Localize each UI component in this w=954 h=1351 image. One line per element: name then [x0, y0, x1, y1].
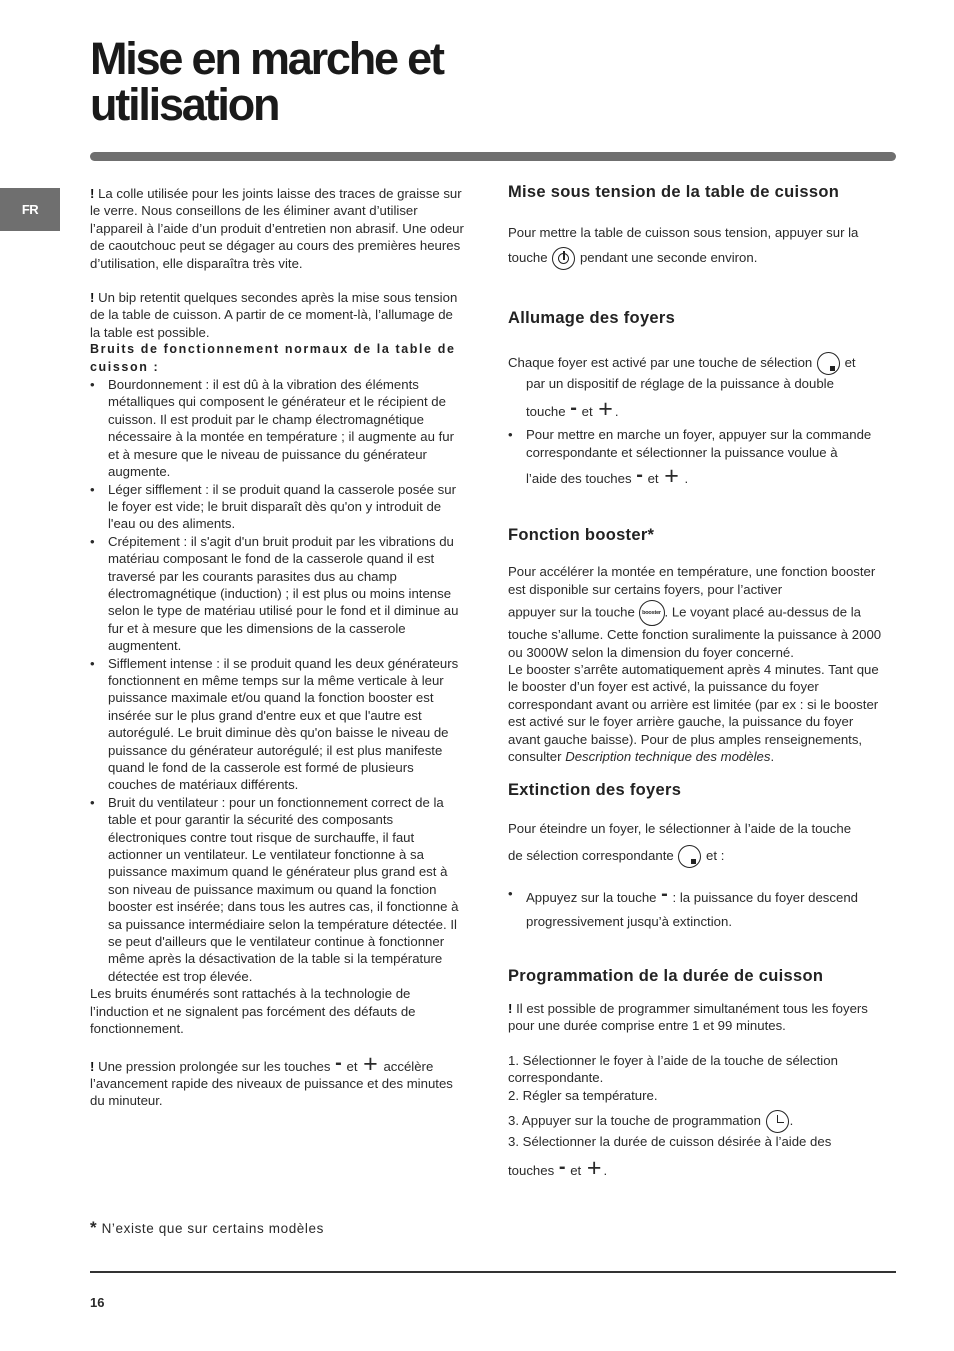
- warning-mark: !: [508, 1000, 513, 1016]
- minus-icon: -: [661, 882, 668, 905]
- plus-icon: +: [664, 462, 679, 491]
- warning-mark: !: [90, 290, 95, 306]
- plus-icon: +: [598, 394, 613, 423]
- heading-power-on: Mise sous tension de la table de cuisson: [508, 183, 840, 201]
- list-item: • Appuyez sur la touche - : la puissance du foyer descend progressivement jusqu’à extinction.: [508, 882, 883, 934]
- ignition-list: [508, 426, 883, 491]
- technical-description-reference: Description technique des modèles: [565, 749, 771, 765]
- page-number: 16: [90, 1295, 105, 1310]
- warning-mark: !: [90, 186, 95, 201]
- title-line-1: Mise en marche et: [90, 33, 443, 84]
- title-line-2: utilisation: [90, 79, 279, 130]
- footnote: [90, 1218, 324, 1238]
- ignition-text-2: par un dispositif de réglage de la puissance à double: [526, 376, 834, 392]
- booster-text-1: Pour accélérer la montée en température, une fonction booster est disponible sur certains foyers, pour l’activer: [508, 564, 876, 597]
- footnote-text: N’existe que sur certains modèles: [101, 1221, 324, 1236]
- page-title: [90, 33, 690, 130]
- power-on-text-2: touche pendant une seconde environ.: [508, 247, 883, 270]
- ignition-text-3: touche - et + .: [526, 394, 619, 423]
- ignition-text-1: Chaque foyer est activé par une touche de sélection et: [508, 352, 883, 375]
- booster-text-4: Le booster s’arrête automatiquement après 4 minutes. Tant que le booster d’un foyer est activé, la puissance du foyer correspondant avant ou arrière est limitée (par ex : si le booster est activé sur le foyer arrière gauche, la puissance du foyer avant gauche baisse). Pour de plus amples renseignements, consulter Description technique des modèles.: [508, 662, 879, 765]
- programming-step-1: 1. Sélectionner le foyer à l’aide de la touche de sélection correspondante.: [508, 1052, 838, 1086]
- power-icon: [552, 247, 575, 270]
- noise-heading: Bruits de fonctionnement normaux de la table de cuisson :: [90, 342, 456, 374]
- note-beep-text: Un bip retentit quelques secondes après la mise sous tension de la table de cuisson. A partir de ce moment-là, l’allumage de la table est possible.: [90, 290, 458, 340]
- programming-note: ! Il est possible de programmer simultanément tous les foyers pour une durée comprise entre 1 et 99 minutes.: [508, 1000, 868, 1034]
- list-item: • Bourdonnement : il est dû à la vibration des éléments métalliques qui composent le générateur et le récipient de cuisson. Il est produit par le champ électromagnétique nécessaire à la montée en température ; il augmente au fur et à mesure que le niveau de puissance du générateur augmente.: [90, 376, 465, 480]
- left-column: [90, 185, 465, 1110]
- list-item: • Bruit du ventilateur : pour un fonctionnement correct de la table et pour garantir la sécurité des composants électroniques contre tout risque de surchauffe, il faut actionner un ventilateur. Le ventilateur fonctionne à sa puissance maximum quand le générateur plus grand est à son niveau de puissance maximum ou quand la fonction booster est insérée; dans tous les autres cas, il fonctionne à sa puissance intermédiaire selon la température détectée. Il se peut d'ailleurs que le ventilateur continue à fonctionner même après la désactivation de la table si la température détectée est trop élevée.: [90, 794, 465, 985]
- bottom-divider: [90, 1271, 896, 1273]
- list-item: • Crépitement : il s'agit d'un bruit produit par les vibrations du matériau composant le fond de la casserole quand il est traversé par les courants parasites dus au champ électromagnétique (induction) ; il est plus ou moins intense selon le type de matériau utilisé pour le fond et il diminue au fur et à mesure que les dimensions de la casserole augmentent.: [90, 533, 465, 655]
- booster-key-icon: booster: [639, 600, 665, 626]
- programming-step-2: 2. Régler sa température.: [508, 1087, 658, 1103]
- minus-icon: -: [636, 464, 643, 487]
- footnote-star: *: [90, 1218, 98, 1237]
- title-divider-bar: [90, 152, 896, 161]
- booster-text-2: appuyer sur la touche booster . Le voyant placé au-dessus de la: [508, 600, 883, 626]
- noise-closing: Les bruits énumérés sont rattachés à la technologie de l’induction et ne signalent pas forcément des défauts de fonctionnement.: [90, 986, 416, 1037]
- list-item: • Léger sifflement : il se produit quand la casserole posée sur le foyer est vide; le bruit disparaît dès qu'on y introduit de l'eau ou des aliments.: [90, 481, 465, 533]
- right-column: [508, 182, 883, 1183]
- note-glue: [90, 185, 465, 272]
- heading-ignition: Allumage des foyers: [508, 309, 676, 328]
- warning-mark: !: [90, 1058, 95, 1074]
- programming-step-3: 3. Appuyer sur la touche de programmation .: [508, 1110, 883, 1133]
- programming-step-4: 3. Sélectionner la durée de cuisson désirée à l’aide des: [508, 1133, 832, 1149]
- switch-off-list: [508, 882, 883, 934]
- clock-icon: [766, 1110, 789, 1133]
- selection-key-icon: [678, 845, 701, 868]
- note-long-press: ! Une pression prolongée sur les touches - et + accélère l’avancement rapide des niveaux de puissance et des minutes du minuteur.: [90, 1049, 453, 1109]
- heading-booster: Fonction booster*: [508, 526, 655, 545]
- power-on-text-1: Pour mettre la table de cuisson sous tension, appuyer sur la: [508, 225, 859, 240]
- list-item: • Sifflement intense : il se produit quand les deux générateurs fonctionnent en même temps sur la même verticale à leur puissance maximale et/ou quand la fonction booster est insérée sur le plus grand d'entre eux et que l'autre est autorégulé. Le bruit diminue dès qu'on baisse le niveau de puissance du générateur autorégulé; il est plus manifeste quand le fond de la casserole est formé de plusieurs couches de matériaux différents.: [90, 655, 465, 794]
- minus-icon: -: [335, 1051, 342, 1074]
- programming-step-4-keys: touches - et + .: [508, 1154, 608, 1183]
- booster-text-3: touche s’allume. Cette fonction suralimente la puissance à 2000 ou 3000W selon la dimension du foyer concerné.: [508, 627, 882, 660]
- note-glue-text: La colle utilisée pour les joints laisse des traces de graisse sur le verre. Nous conseillons de les éliminer avant d’utiliser l’appareil à l’aide d’un produit d’entretien non abrasif. Une odeur de caoutchouc peut se dégager au cours des premières heures d’utilisation, elle disparaîtra très vite.: [90, 186, 464, 271]
- noise-list: [90, 376, 465, 985]
- minus-icon: -: [558, 1156, 566, 1179]
- language-tab: FR: [0, 188, 60, 231]
- note-beep: [90, 289, 465, 341]
- list-item: • Pour mettre en marche un foyer, appuyer sur la commande correspondante et sélectionner la puissance voulue à l’aide des touches - et + .: [508, 426, 883, 487]
- heading-switch-off: Extinction des foyers: [508, 780, 682, 799]
- minus-icon: -: [570, 396, 577, 419]
- plus-icon: +: [586, 1154, 602, 1183]
- heading-programming: Programmation de la durée de cuisson: [508, 966, 824, 985]
- switch-off-text-2: de sélection correspondante et :: [508, 845, 883, 868]
- plus-icon: +: [363, 1049, 378, 1078]
- switch-off-text-1: Pour éteindre un foyer, le sélectionner à l’aide de la touche: [508, 820, 852, 836]
- selection-key-icon: [817, 352, 840, 375]
